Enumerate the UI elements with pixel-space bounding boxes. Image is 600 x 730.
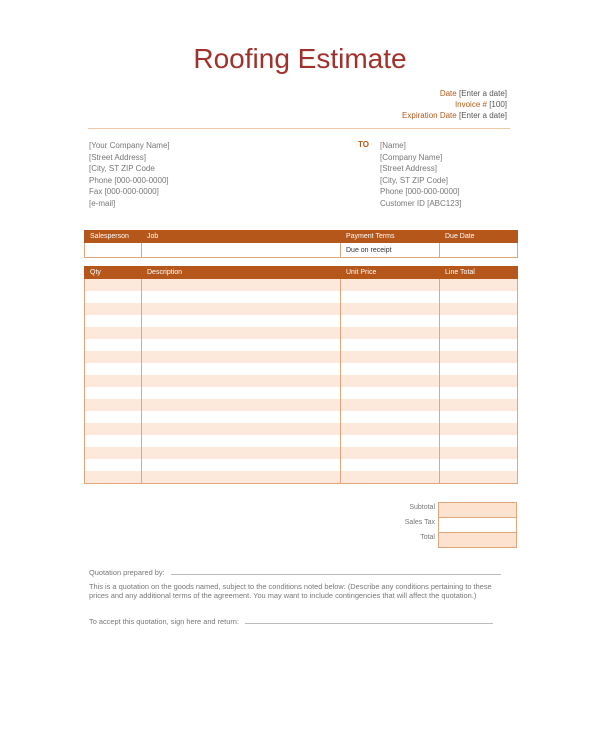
unit-price-cell[interactable] (341, 315, 440, 327)
unit-price-cell[interactable] (341, 447, 440, 459)
unit-price-cell[interactable] (341, 459, 440, 471)
description-cell[interactable] (142, 279, 341, 292)
description-cell[interactable] (142, 459, 341, 471)
total-value[interactable] (438, 532, 517, 548)
header-salesperson: Salesperson (85, 231, 142, 243)
qty-cell[interactable] (85, 459, 142, 471)
salesperson-cell[interactable] (85, 243, 142, 258)
terms-table (84, 230, 518, 258)
header-job: Job (142, 231, 341, 243)
line-total-cell[interactable] (440, 327, 518, 339)
item-row (85, 435, 518, 447)
unit-price-cell[interactable] (341, 399, 440, 411)
qty-cell[interactable] (85, 399, 142, 411)
unit-price-cell[interactable] (341, 291, 440, 303)
unit-price-cell[interactable] (341, 279, 440, 292)
item-row (85, 411, 518, 423)
expiration-line (402, 110, 507, 121)
line-total-cell[interactable] (440, 339, 518, 351)
date-label: Date (439, 89, 457, 98)
line-total-cell[interactable] (440, 459, 518, 471)
unit-price-cell[interactable] (341, 471, 440, 484)
unit-price-cell[interactable] (341, 327, 440, 339)
header-unit-price: Unit Price (341, 267, 440, 279)
description-cell[interactable] (142, 399, 341, 411)
unit-price-cell[interactable] (341, 363, 440, 375)
item-row (85, 447, 518, 459)
description-cell[interactable] (142, 315, 341, 327)
recipient-city: [City, ST ZIP Code] (380, 175, 449, 185)
sender-street: [Street Address] (89, 152, 146, 162)
line-total-cell[interactable] (440, 315, 518, 327)
description-cell[interactable] (142, 423, 341, 435)
invoice-label: Invoice # (454, 100, 487, 109)
line-total-cell[interactable] (440, 303, 518, 315)
subtotal-label: Subtotal (409, 504, 435, 511)
line-total-cell[interactable] (440, 387, 518, 399)
description-cell[interactable] (142, 327, 341, 339)
line-total-cell[interactable] (440, 375, 518, 387)
invoice-value: [100] (489, 100, 507, 109)
item-row (85, 327, 518, 339)
item-row (85, 291, 518, 303)
recipient-street: [Street Address] (380, 164, 437, 174)
recipient-customer-id: Customer ID [ABC123] (380, 198, 462, 208)
header-line-total: Line Total (440, 267, 518, 279)
recipient-address (380, 140, 461, 210)
sales-tax-label: Sales Tax (404, 519, 435, 526)
item-row (85, 363, 518, 375)
description-cell[interactable] (142, 351, 341, 363)
description-cell[interactable] (142, 291, 341, 303)
description-cell[interactable] (142, 435, 341, 447)
item-row (85, 459, 518, 471)
qty-cell[interactable] (85, 291, 142, 303)
description-cell[interactable] (142, 447, 341, 459)
totals-block (340, 502, 517, 547)
unit-price-cell[interactable] (341, 339, 440, 351)
qty-cell[interactable] (85, 351, 142, 363)
line-total-cell[interactable] (440, 351, 518, 363)
item-row (85, 303, 518, 315)
expiration-label: Expiration Date (402, 111, 457, 120)
due-date-cell[interactable] (440, 243, 518, 258)
accept-line (89, 617, 509, 626)
item-row (85, 375, 518, 387)
item-row (85, 339, 518, 351)
description-cell[interactable] (142, 411, 341, 423)
unit-price-cell[interactable] (341, 303, 440, 315)
header-due-date: Due Date (440, 231, 518, 243)
qty-cell[interactable] (85, 411, 142, 423)
item-row (85, 351, 518, 363)
prepared-by-signature-line[interactable] (171, 574, 501, 575)
unit-price-cell[interactable] (341, 423, 440, 435)
unit-price-cell[interactable] (341, 387, 440, 399)
job-cell[interactable] (142, 243, 341, 258)
line-total-cell[interactable] (440, 291, 518, 303)
sender-company: [Your Company Name] (89, 141, 170, 150)
date-line (402, 88, 507, 99)
recipient-phone: Phone [000-000-0000] (380, 187, 460, 197)
date-value: [Enter a date] (458, 89, 507, 98)
qty-cell[interactable] (85, 435, 142, 447)
items-table (84, 266, 518, 484)
header-description: Description (142, 267, 341, 279)
qty-cell[interactable] (85, 363, 142, 375)
line-total-cell[interactable] (440, 363, 518, 375)
header-qty: Qty (85, 267, 142, 279)
line-total-cell[interactable] (440, 411, 518, 423)
total-row (340, 532, 517, 547)
sender-fax: Fax [000-000-0000] (89, 187, 159, 197)
to-label: TO (358, 140, 369, 149)
description-cell[interactable] (142, 375, 341, 387)
header-divider (88, 128, 510, 129)
disclaimer-text: This is a quotation on the goods named, subject to the conditions noted below: (Describe any conditions pertaining to these prices and any additional terms of the agreement. You may want to include contingencies that will affect the quotation.) (89, 582, 492, 600)
qty-cell[interactable] (85, 375, 142, 387)
header-payment-terms: Payment Terms (341, 231, 440, 243)
sender-phone: Phone [000-000-0000] (89, 175, 169, 185)
sales-tax-value[interactable] (438, 517, 517, 533)
sender-email: [e-mail] (89, 198, 116, 208)
item-row (85, 471, 518, 484)
document-title: Roofing Estimate (193, 43, 407, 74)
recipient-company: [Company Name] (380, 152, 443, 162)
meta-block (402, 88, 507, 121)
qty-cell[interactable] (85, 387, 142, 399)
invoice-line (402, 99, 507, 110)
description-cell[interactable] (142, 339, 341, 351)
payment-terms-cell[interactable]: Due on receipt (341, 243, 440, 258)
qty-cell[interactable] (85, 327, 142, 339)
total-label: Total (420, 534, 435, 541)
accept-signature-line[interactable] (245, 623, 493, 624)
item-row (85, 315, 518, 327)
item-row (85, 387, 518, 399)
item-row (85, 279, 518, 292)
qty-cell[interactable] (85, 339, 142, 351)
unit-price-cell[interactable] (341, 411, 440, 423)
accept-label: To accept this quotation, sign here and return: (89, 617, 239, 626)
line-total-cell[interactable] (440, 471, 518, 484)
sender-city: [City, ST ZIP Code (89, 164, 155, 174)
line-total-cell[interactable] (440, 447, 518, 459)
qty-cell[interactable] (85, 303, 142, 315)
line-total-cell[interactable] (440, 279, 518, 292)
item-row (85, 423, 518, 435)
subtotal-row (340, 502, 517, 517)
prepared-by-label: Quotation prepared by: (89, 568, 165, 577)
unit-price-cell[interactable] (341, 351, 440, 363)
qty-cell[interactable] (85, 279, 142, 292)
expiration-value: [Enter a date] (458, 111, 507, 120)
description-cell[interactable] (142, 303, 341, 315)
line-total-cell[interactable] (440, 399, 518, 411)
sales-tax-row (340, 517, 517, 532)
recipient-name: [Name] (380, 141, 406, 150)
prepared-by-line (89, 568, 509, 577)
description-cell[interactable] (142, 387, 341, 399)
unit-price-cell[interactable] (341, 375, 440, 387)
sender-address (89, 140, 170, 210)
item-row (85, 399, 518, 411)
description-cell[interactable] (142, 363, 341, 375)
qty-cell[interactable] (85, 423, 142, 435)
subtotal-value[interactable] (438, 502, 517, 518)
qty-cell[interactable] (85, 447, 142, 459)
unit-price-cell[interactable] (341, 435, 440, 447)
line-total-cell[interactable] (440, 423, 518, 435)
qty-cell[interactable] (85, 471, 142, 484)
line-total-cell[interactable] (440, 435, 518, 447)
qty-cell[interactable] (85, 315, 142, 327)
description-cell[interactable] (142, 471, 341, 484)
